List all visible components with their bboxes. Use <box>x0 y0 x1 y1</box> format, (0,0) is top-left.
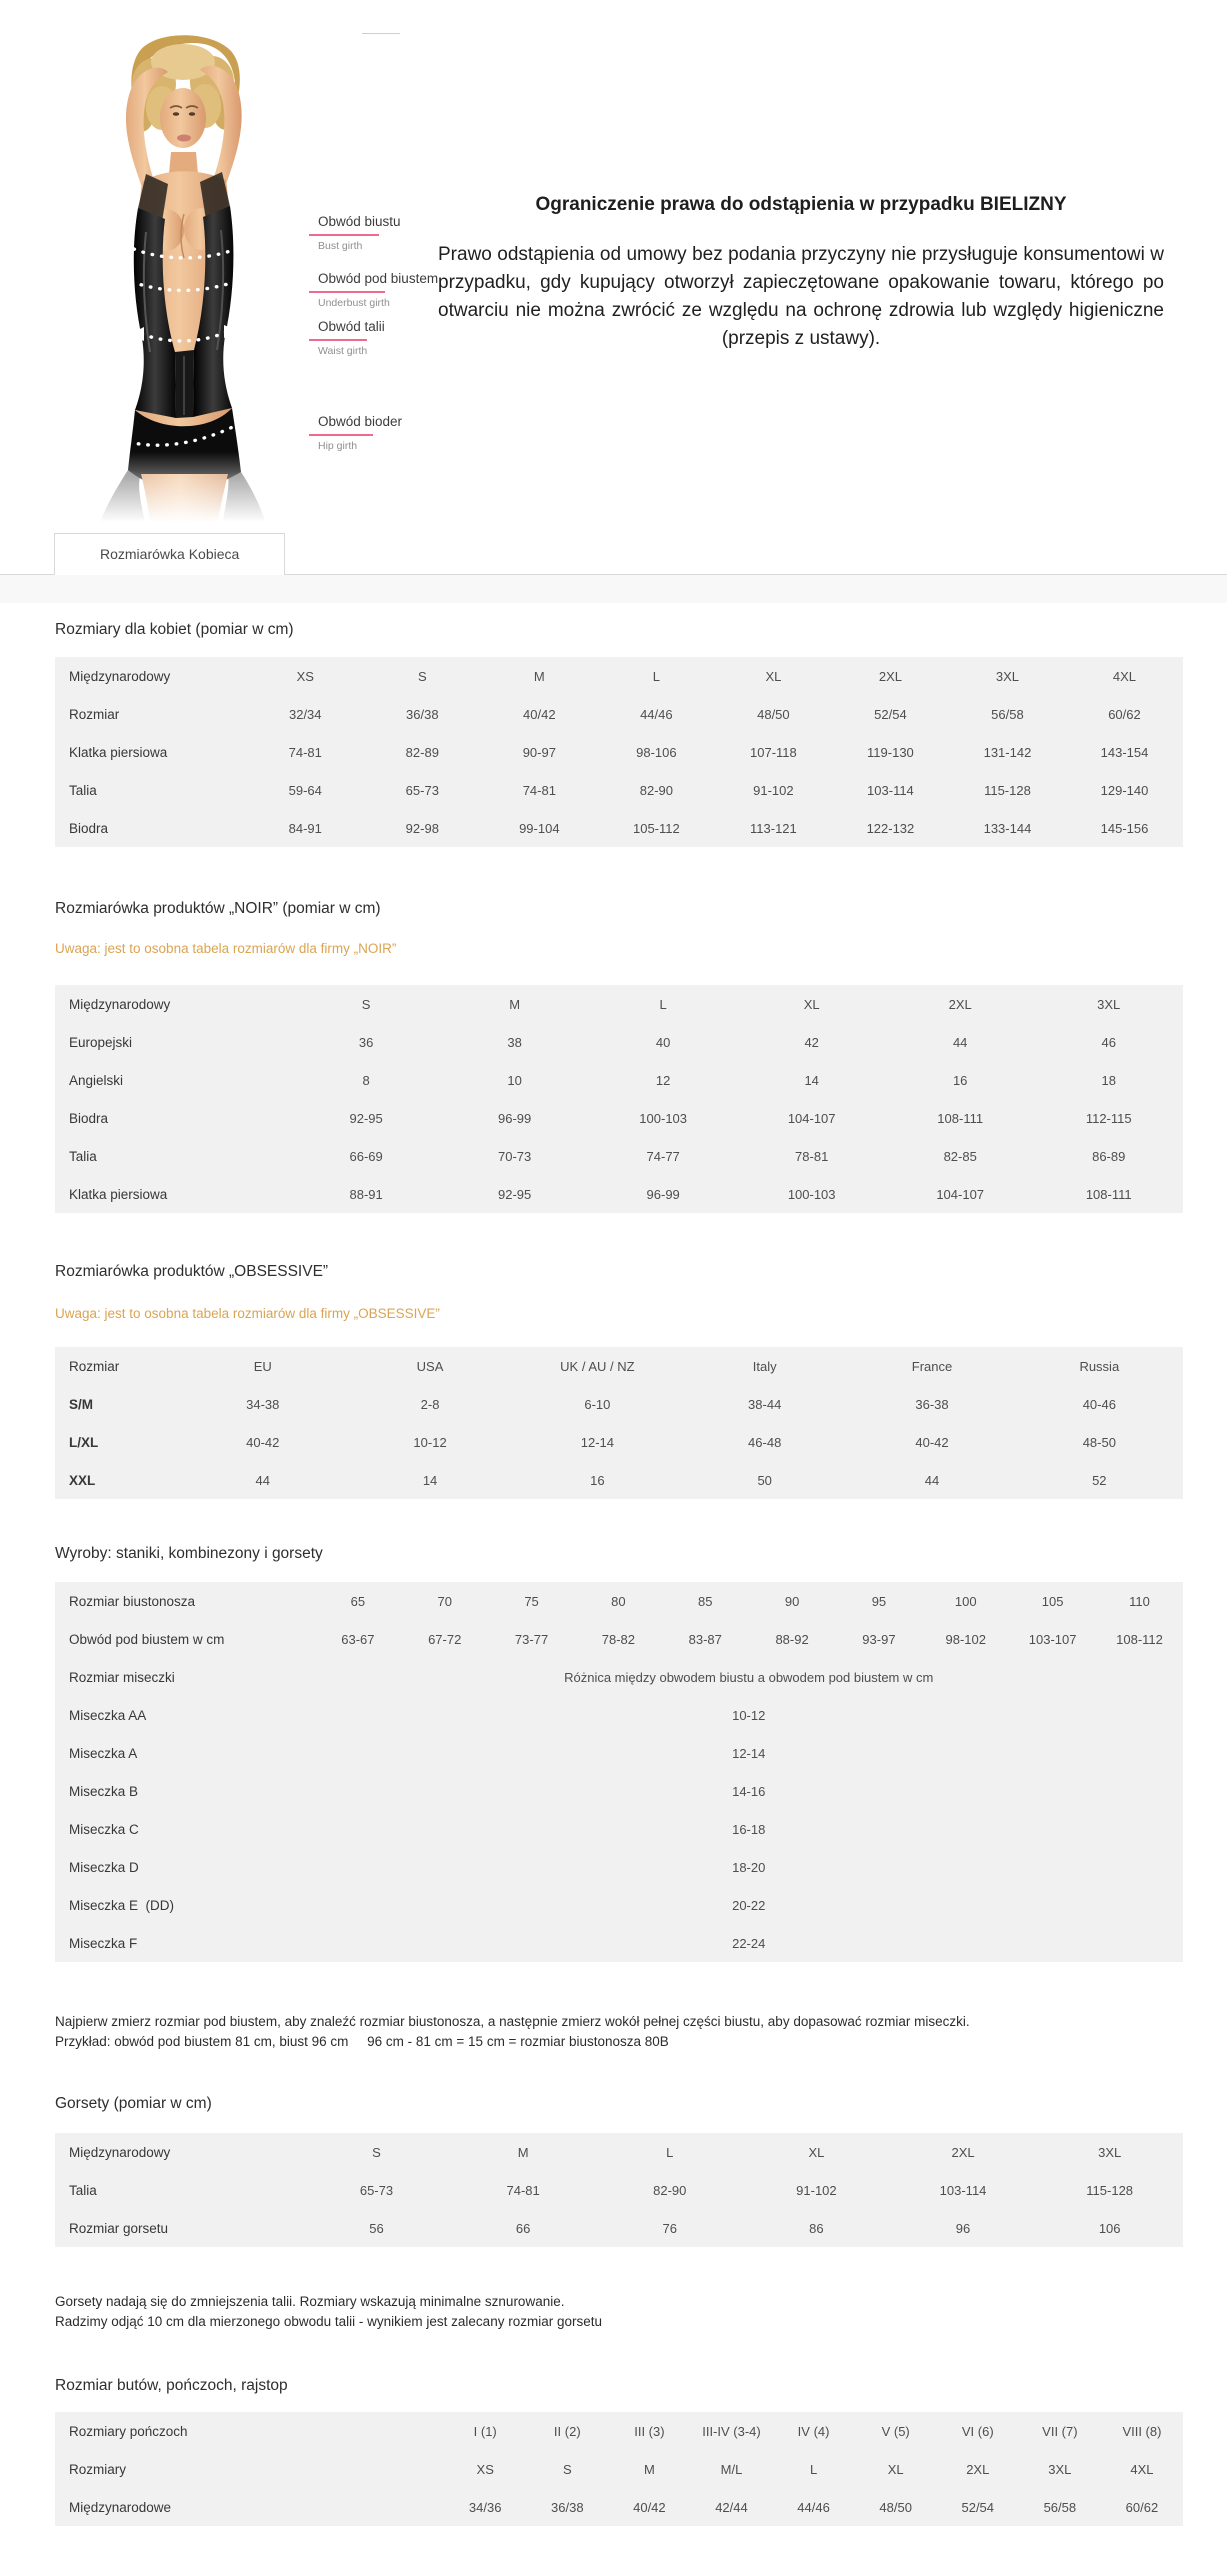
label-underline <box>309 434 373 436</box>
value-cell: 100-103 <box>787 1186 836 1202</box>
value-cell: 2XL <box>878 668 902 684</box>
value-cell: M <box>643 2461 655 2477</box>
value-cell: II (2) <box>553 2423 581 2439</box>
table-row <box>55 1099 1183 1137</box>
table-row <box>55 2171 1183 2209</box>
value-cell: 2-8 <box>420 1396 440 1412</box>
note-obsessive: Uwaga: jest to osobna tabela rozmiarów dla firmy „OBSESSIVE” <box>55 1306 440 1321</box>
value-cell: 143-154 <box>1100 744 1149 760</box>
value-cell: 88-92 <box>775 1631 809 1647</box>
bra-example-note: Przykład: obwód pod biustem 81 cm, biust 96 cm 96 cm - 81 cm = 15 cm = rozmiar biustonosza 80B <box>55 2034 669 2049</box>
row-label: Międzynarodowy <box>69 668 171 684</box>
row-label: Rozmiary <box>69 2461 127 2477</box>
value-cell: 65 <box>350 1593 366 1609</box>
table-row <box>55 2450 1183 2488</box>
value-cell: 122-132 <box>866 820 915 836</box>
tab-bar <box>0 533 1227 575</box>
measure-label-bust <box>318 214 401 252</box>
value-cell: L <box>666 2144 674 2160</box>
value-cell: Italy <box>752 1358 777 1374</box>
row-label: Miseczka E (DD) <box>69 1897 175 1913</box>
table-row <box>55 1175 1183 1213</box>
measure-label-en: Waist girth <box>318 345 368 357</box>
row-span-value: 12-14 <box>732 1745 766 1761</box>
row-label: Międzynarodowy <box>69 996 171 1012</box>
table-row <box>55 2209 1183 2247</box>
top-section <box>0 0 1227 533</box>
table-row <box>55 1423 1183 1461</box>
value-cell: 42/44 <box>715 2499 748 2515</box>
value-cell: 32/34 <box>288 706 322 722</box>
value-cell: 95 <box>871 1593 887 1609</box>
measure-label-pl: Obwód bioder <box>318 414 403 429</box>
row-label: Rozmiary pończoch <box>69 2423 188 2439</box>
table-row <box>55 1137 1183 1175</box>
value-cell: 70-73 <box>498 1148 532 1164</box>
table-row <box>55 2412 1183 2450</box>
note-noir: Uwaga: jest to osobna tabela rozmiarów dla firmy „NOIR” <box>55 941 397 956</box>
row-label: Europejski <box>69 1034 133 1050</box>
row-span-value: 20-22 <box>732 1897 766 1913</box>
value-cell: 131-142 <box>983 744 1032 760</box>
top-divider-line <box>362 33 400 34</box>
row-label: Miseczka F <box>69 1935 138 1951</box>
value-cell: S <box>361 996 371 1012</box>
value-cell: 82-90 <box>653 2182 687 2198</box>
value-cell: 78-81 <box>795 1148 829 1164</box>
value-cell: 56/58 <box>1043 2499 1077 2515</box>
value-cell: 103-114 <box>939 2182 987 2198</box>
value-cell: 63-67 <box>341 1631 375 1647</box>
measure-label-en: Hip girth <box>318 440 358 452</box>
value-cell: 60/62 <box>1125 2499 1159 2515</box>
value-cell: 44 <box>952 1034 968 1050</box>
value-cell: 44 <box>924 1472 940 1488</box>
section-heading-corsets: Gorsety (pomiar w cm) <box>55 2095 212 2112</box>
row-label: Rozmiar biustonosza <box>69 1593 196 1609</box>
value-cell: 70 <box>437 1593 452 1609</box>
value-cell: 50 <box>757 1472 772 1488</box>
value-cell: 56 <box>369 2220 384 2236</box>
value-cell: Russia <box>1079 1358 1120 1374</box>
value-cell: 16 <box>590 1472 605 1488</box>
value-cell: 3XL <box>1048 2461 1072 2477</box>
value-cell: 38-44 <box>748 1396 782 1412</box>
value-cell: 91-102 <box>753 782 794 798</box>
measure-label-pl: Obwód pod biustem <box>318 271 439 286</box>
value-cell: 46 <box>1101 1034 1116 1050</box>
row-span-value: Różnica między obwodem biustu a obwodem pod biustem w cm <box>564 1669 934 1685</box>
value-cell: 98-106 <box>636 744 677 760</box>
value-cell: 80 <box>611 1593 626 1609</box>
value-cell: 44 <box>255 1472 270 1488</box>
value-cell: 52 <box>1092 1472 1107 1488</box>
value-cell: 78-82 <box>601 1631 636 1647</box>
table-women-sizes <box>55 657 1183 847</box>
table-row <box>55 1924 1183 1962</box>
row-label: S/M <box>69 1396 94 1412</box>
measure-label-pl: Obwód biustu <box>318 214 401 229</box>
value-cell: 90 <box>784 1593 800 1609</box>
table-row <box>55 771 1183 809</box>
value-cell: 91-102 <box>796 2182 837 2198</box>
value-cell: 113-121 <box>750 820 797 836</box>
value-cell: 44/46 <box>797 2499 830 2515</box>
value-cell: 74-81 <box>522 782 556 798</box>
value-cell: 36-38 <box>915 1396 949 1412</box>
row-label: Miseczka C <box>69 1821 139 1837</box>
value-cell: USA <box>416 1358 444 1374</box>
value-cell: VIII (8) <box>1122 2423 1162 2439</box>
value-cell: UK / AU / NZ <box>560 1358 635 1374</box>
value-cell: 129-140 <box>1100 782 1149 798</box>
value-cell: 10-12 <box>413 1434 447 1450</box>
table-row <box>55 1658 1183 1696</box>
value-cell: L <box>809 2461 818 2477</box>
table-row <box>55 695 1183 733</box>
value-cell: 34-38 <box>246 1396 280 1412</box>
value-cell: 84-91 <box>288 820 322 836</box>
value-cell: 88-91 <box>349 1186 383 1202</box>
row-label: Klatka piersiowa <box>69 744 168 760</box>
value-cell: 52/54 <box>961 2499 995 2515</box>
value-cell: 2XL <box>948 996 972 1012</box>
value-cell: 12 <box>655 1072 671 1088</box>
table-noir-sizes <box>55 985 1183 1213</box>
value-cell: 108-112 <box>1116 1631 1163 1647</box>
value-cell: 75 <box>524 1593 539 1609</box>
corset-note-2: Radzimy odjąć 10 cm dla mierzonego obwodu talii - wynikiem jest zalecany rozmiar gorsetu <box>55 2314 602 2329</box>
table-obsessive-sizes <box>55 1347 1183 1499</box>
value-cell: 105 <box>1041 1593 1064 1609</box>
value-cell: 92-98 <box>405 820 439 836</box>
value-cell: 36/38 <box>406 706 439 722</box>
value-cell: 108-111 <box>1085 1186 1132 1202</box>
row-label: Rozmiar gorsetu <box>69 2220 169 2236</box>
value-cell: 92-95 <box>349 1110 383 1126</box>
value-cell: 103-114 <box>867 782 914 798</box>
value-cell: S <box>417 668 427 684</box>
value-cell: 40/42 <box>523 706 556 722</box>
row-span-value: 22-24 <box>732 1935 766 1951</box>
withdrawal-notice <box>438 193 1164 353</box>
table-corset-sizes <box>55 2133 1183 2247</box>
value-cell: 4XL <box>1130 2461 1154 2477</box>
value-cell: 133-144 <box>983 820 1032 836</box>
value-cell: 66-69 <box>349 1148 383 1164</box>
value-cell: 40-42 <box>246 1434 280 1450</box>
value-cell: 74-81 <box>288 744 322 760</box>
value-cell: L <box>652 668 660 684</box>
value-cell: EU <box>253 1358 272 1374</box>
row-label: Miseczka AA <box>69 1707 147 1723</box>
value-cell: XL <box>803 996 820 1012</box>
row-label: Angielski <box>69 1072 124 1088</box>
row-label: Talia <box>69 1148 97 1164</box>
value-cell: 6-10 <box>584 1396 611 1412</box>
table-row <box>55 1810 1183 1848</box>
table-row <box>55 1461 1183 1499</box>
value-cell: S <box>562 2461 572 2477</box>
value-cell: 14 <box>422 1472 438 1488</box>
value-cell: 65-73 <box>359 2182 394 2198</box>
value-cell: 74-77 <box>646 1148 680 1164</box>
tab-sub-band <box>0 575 1227 603</box>
value-cell: 105-112 <box>632 820 680 836</box>
table-stocking-sizes <box>55 2412 1183 2526</box>
table-row <box>55 1582 1183 1620</box>
label-underline <box>309 339 367 341</box>
corset-note-1: Gorsety nadają się do zmniejszenia talii. Rozmiary wskazują minimalne sznurowanie. <box>55 2294 565 2309</box>
row-span-value: 18-20 <box>732 1859 766 1875</box>
value-cell: 96-99 <box>646 1186 680 1202</box>
value-cell: 90-97 <box>522 744 556 760</box>
row-label: Miseczka B <box>69 1783 139 1799</box>
value-cell: 104-107 <box>787 1110 836 1126</box>
value-cell: III-IV (3-4) <box>702 2423 761 2439</box>
value-cell: VI (6) <box>961 2423 994 2439</box>
value-cell: I (1) <box>473 2423 497 2439</box>
value-cell: XS <box>296 668 314 684</box>
value-cell: 82-90 <box>639 782 673 798</box>
value-cell: 100-103 <box>639 1110 688 1126</box>
value-cell: 107-118 <box>750 744 797 760</box>
value-cell: 104-107 <box>936 1186 985 1202</box>
value-cell: M <box>517 2144 529 2160</box>
value-cell: 2XL <box>966 2461 990 2477</box>
table-row <box>55 1696 1183 1734</box>
value-cell: 100 <box>954 1593 977 1609</box>
table-row <box>55 733 1183 771</box>
value-cell: 34/36 <box>468 2499 502 2515</box>
row-span-value: 14-16 <box>732 1783 766 1799</box>
table-row <box>55 1734 1183 1772</box>
value-cell: 82-85 <box>943 1148 977 1164</box>
value-cell: 73-77 <box>514 1631 549 1647</box>
value-cell: 36 <box>358 1034 374 1050</box>
value-cell: 3XL <box>995 668 1020 684</box>
content <box>0 620 1227 2526</box>
value-cell: 76 <box>662 2220 677 2236</box>
value-cell: 112-115 <box>1085 1110 1132 1126</box>
table-row <box>55 809 1183 847</box>
table-row <box>55 1385 1183 1423</box>
value-cell: 110 <box>1129 1593 1150 1609</box>
value-cell: 48/50 <box>757 706 790 722</box>
value-cell: 86 <box>809 2220 824 2236</box>
notice-body: Prawo odstąpienia od umowy bez podania przyczyny nie przysługuje konsumentowi w przypadku, gdy kupujący otworzył zapieczętowane opakowanie towaru, którego po otwarciu nie można zwrócić ze względu na ochronę zdrowia lub względy higieniczne (przepis z ustawy). <box>438 244 1164 349</box>
measure-label-underbust <box>318 271 438 309</box>
value-cell: 60/62 <box>1108 706 1141 722</box>
section-heading-bras: Wyroby: staniki, kombinezony i gorsety <box>55 1545 323 1562</box>
table-bra-sizes <box>55 1582 1183 1962</box>
label-underline <box>309 291 385 293</box>
value-cell: M <box>509 996 521 1012</box>
value-cell: 42 <box>804 1034 819 1050</box>
value-cell: XL <box>808 2144 825 2160</box>
value-cell: 40-46 <box>1082 1396 1116 1412</box>
bra-measuring-note: Najpierw zmierz rozmiar pod biustem, aby znaleźć rozmiar biustonosza, a następnie zmierz wokół pełnej części biustu, aby dopasować rozmiar miseczki. <box>55 2014 970 2029</box>
row-label: Obwód pod biustem w cm <box>69 1631 225 1647</box>
row-span-value: 10-12 <box>732 1707 766 1723</box>
table-row <box>55 1061 1183 1099</box>
row-label: Rozmiar miseczki <box>69 1669 175 1685</box>
value-cell: 83-87 <box>688 1631 722 1647</box>
value-cell: 92-95 <box>498 1186 532 1202</box>
row-label: Biodra <box>69 1110 109 1126</box>
value-cell: 38 <box>507 1034 522 1050</box>
value-cell: 93-97 <box>862 1631 896 1647</box>
value-cell: 56/58 <box>991 706 1024 722</box>
tab-rozmiarowka-kobieca[interactable]: Rozmiarówka Kobieca <box>54 533 285 575</box>
value-cell: 16 <box>952 1072 968 1088</box>
measure-label-hip <box>318 414 402 452</box>
section-heading-noir: Rozmiarówka produktów „NOIR” (pomiar w cm) <box>55 900 381 917</box>
value-cell: 66 <box>515 2220 531 2236</box>
row-label: L/XL <box>69 1434 99 1450</box>
table-row <box>55 1023 1183 1061</box>
model-photo-illustration <box>42 22 332 530</box>
value-cell: 115-128 <box>984 782 1031 798</box>
value-cell: 48/50 <box>879 2499 912 2515</box>
row-label: Miseczka D <box>69 1859 139 1875</box>
table-row <box>55 2133 1183 2171</box>
value-cell: 86-89 <box>1092 1148 1126 1164</box>
value-cell: 115-128 <box>1086 2182 1134 2198</box>
measure-label-waist <box>318 319 385 357</box>
value-cell: 12-14 <box>580 1434 614 1450</box>
section-heading-obsessive: Rozmiarówka produktów „OBSESSIVE” <box>55 1263 329 1280</box>
value-cell: 2XL <box>951 2144 975 2160</box>
value-cell: V (5) <box>881 2423 910 2439</box>
face <box>160 88 206 174</box>
measure-label-pl: Obwód talii <box>318 319 385 334</box>
table-row <box>55 1620 1183 1658</box>
table-row <box>55 657 1183 695</box>
value-cell: XL <box>765 668 782 684</box>
model-photo <box>42 22 332 530</box>
value-cell: 44/46 <box>640 706 673 722</box>
row-label: Rozmiar <box>69 1358 120 1374</box>
row-label: Miseczka A <box>69 1745 138 1761</box>
table-row <box>55 1772 1183 1810</box>
value-cell: 108-111 <box>937 1110 984 1126</box>
table-row <box>55 1848 1183 1886</box>
table-row <box>55 2488 1183 2526</box>
value-cell: 52/54 <box>874 706 907 722</box>
value-cell: XL <box>887 2461 904 2477</box>
value-cell: 74-81 <box>506 2182 540 2198</box>
row-label: Rozmiar <box>69 706 120 722</box>
value-cell: 119-130 <box>867 744 914 760</box>
value-cell: 14 <box>804 1072 819 1088</box>
value-cell: M/L <box>720 2461 743 2477</box>
value-cell: 10 <box>507 1072 522 1088</box>
value-cell: 40 <box>655 1034 671 1050</box>
value-cell: 82-89 <box>405 744 439 760</box>
row-label: Klatka piersiowa <box>69 1186 168 1202</box>
value-cell: 67-72 <box>428 1631 462 1647</box>
value-cell: M <box>533 668 545 684</box>
row-label: Międzynarodowe <box>69 2499 172 2515</box>
value-cell: VII (7) <box>1042 2423 1078 2439</box>
value-cell: 96-99 <box>498 1110 532 1126</box>
value-cell: S <box>372 2144 381 2160</box>
value-cell: 3XL <box>1098 2144 1122 2160</box>
value-cell: 98-102 <box>945 1631 986 1647</box>
row-label: XXL <box>69 1472 96 1488</box>
label-underline <box>309 234 379 236</box>
value-cell: 99-104 <box>519 820 560 836</box>
value-cell: L <box>659 996 667 1012</box>
section-heading-stockings: Rozmiar butów, pończoch, rajstop <box>55 2377 288 2394</box>
table-row <box>55 1886 1183 1924</box>
value-cell: 4XL <box>1112 668 1137 684</box>
value-cell: 85 <box>698 1593 713 1609</box>
measure-label-en: Underbust girth <box>318 297 390 309</box>
row-label: Biodra <box>69 820 109 836</box>
row-label: Talia <box>69 2182 97 2198</box>
value-cell: 96 <box>955 2220 971 2236</box>
row-label: Talia <box>69 782 97 798</box>
table-row <box>55 985 1183 1023</box>
value-cell: 40/42 <box>633 2499 666 2515</box>
value-cell: IV (4) <box>797 2423 830 2439</box>
row-label: Międzynarodowy <box>69 2144 171 2160</box>
measure-label-en: Bust girth <box>318 240 363 252</box>
value-cell: 3XL <box>1097 996 1121 1012</box>
value-cell: 40-42 <box>915 1434 949 1450</box>
value-cell: 59-64 <box>288 782 322 798</box>
value-cell: 65-73 <box>405 782 439 798</box>
value-cell: 103-107 <box>1028 1631 1077 1647</box>
table-row <box>55 1347 1183 1385</box>
section-heading-women: Rozmiary dla kobiet (pomiar w cm) <box>55 621 294 638</box>
value-cell: III (3) <box>634 2423 665 2439</box>
value-cell: 106 <box>1098 2220 1121 2236</box>
value-cell: 18 <box>1101 1072 1116 1088</box>
row-span-value: 16-18 <box>732 1821 766 1837</box>
notice-title: Ograniczenie prawa do odstąpienia w przypadku BIELIZNY <box>535 194 1067 215</box>
value-cell: 36/38 <box>551 2499 584 2515</box>
value-cell: 48-50 <box>1082 1434 1116 1450</box>
value-cell: 8 <box>362 1072 370 1088</box>
value-cell: 145-156 <box>1100 820 1149 836</box>
value-cell: 46-48 <box>748 1434 782 1450</box>
value-cell: XS <box>476 2461 494 2477</box>
value-cell: France <box>911 1358 953 1374</box>
